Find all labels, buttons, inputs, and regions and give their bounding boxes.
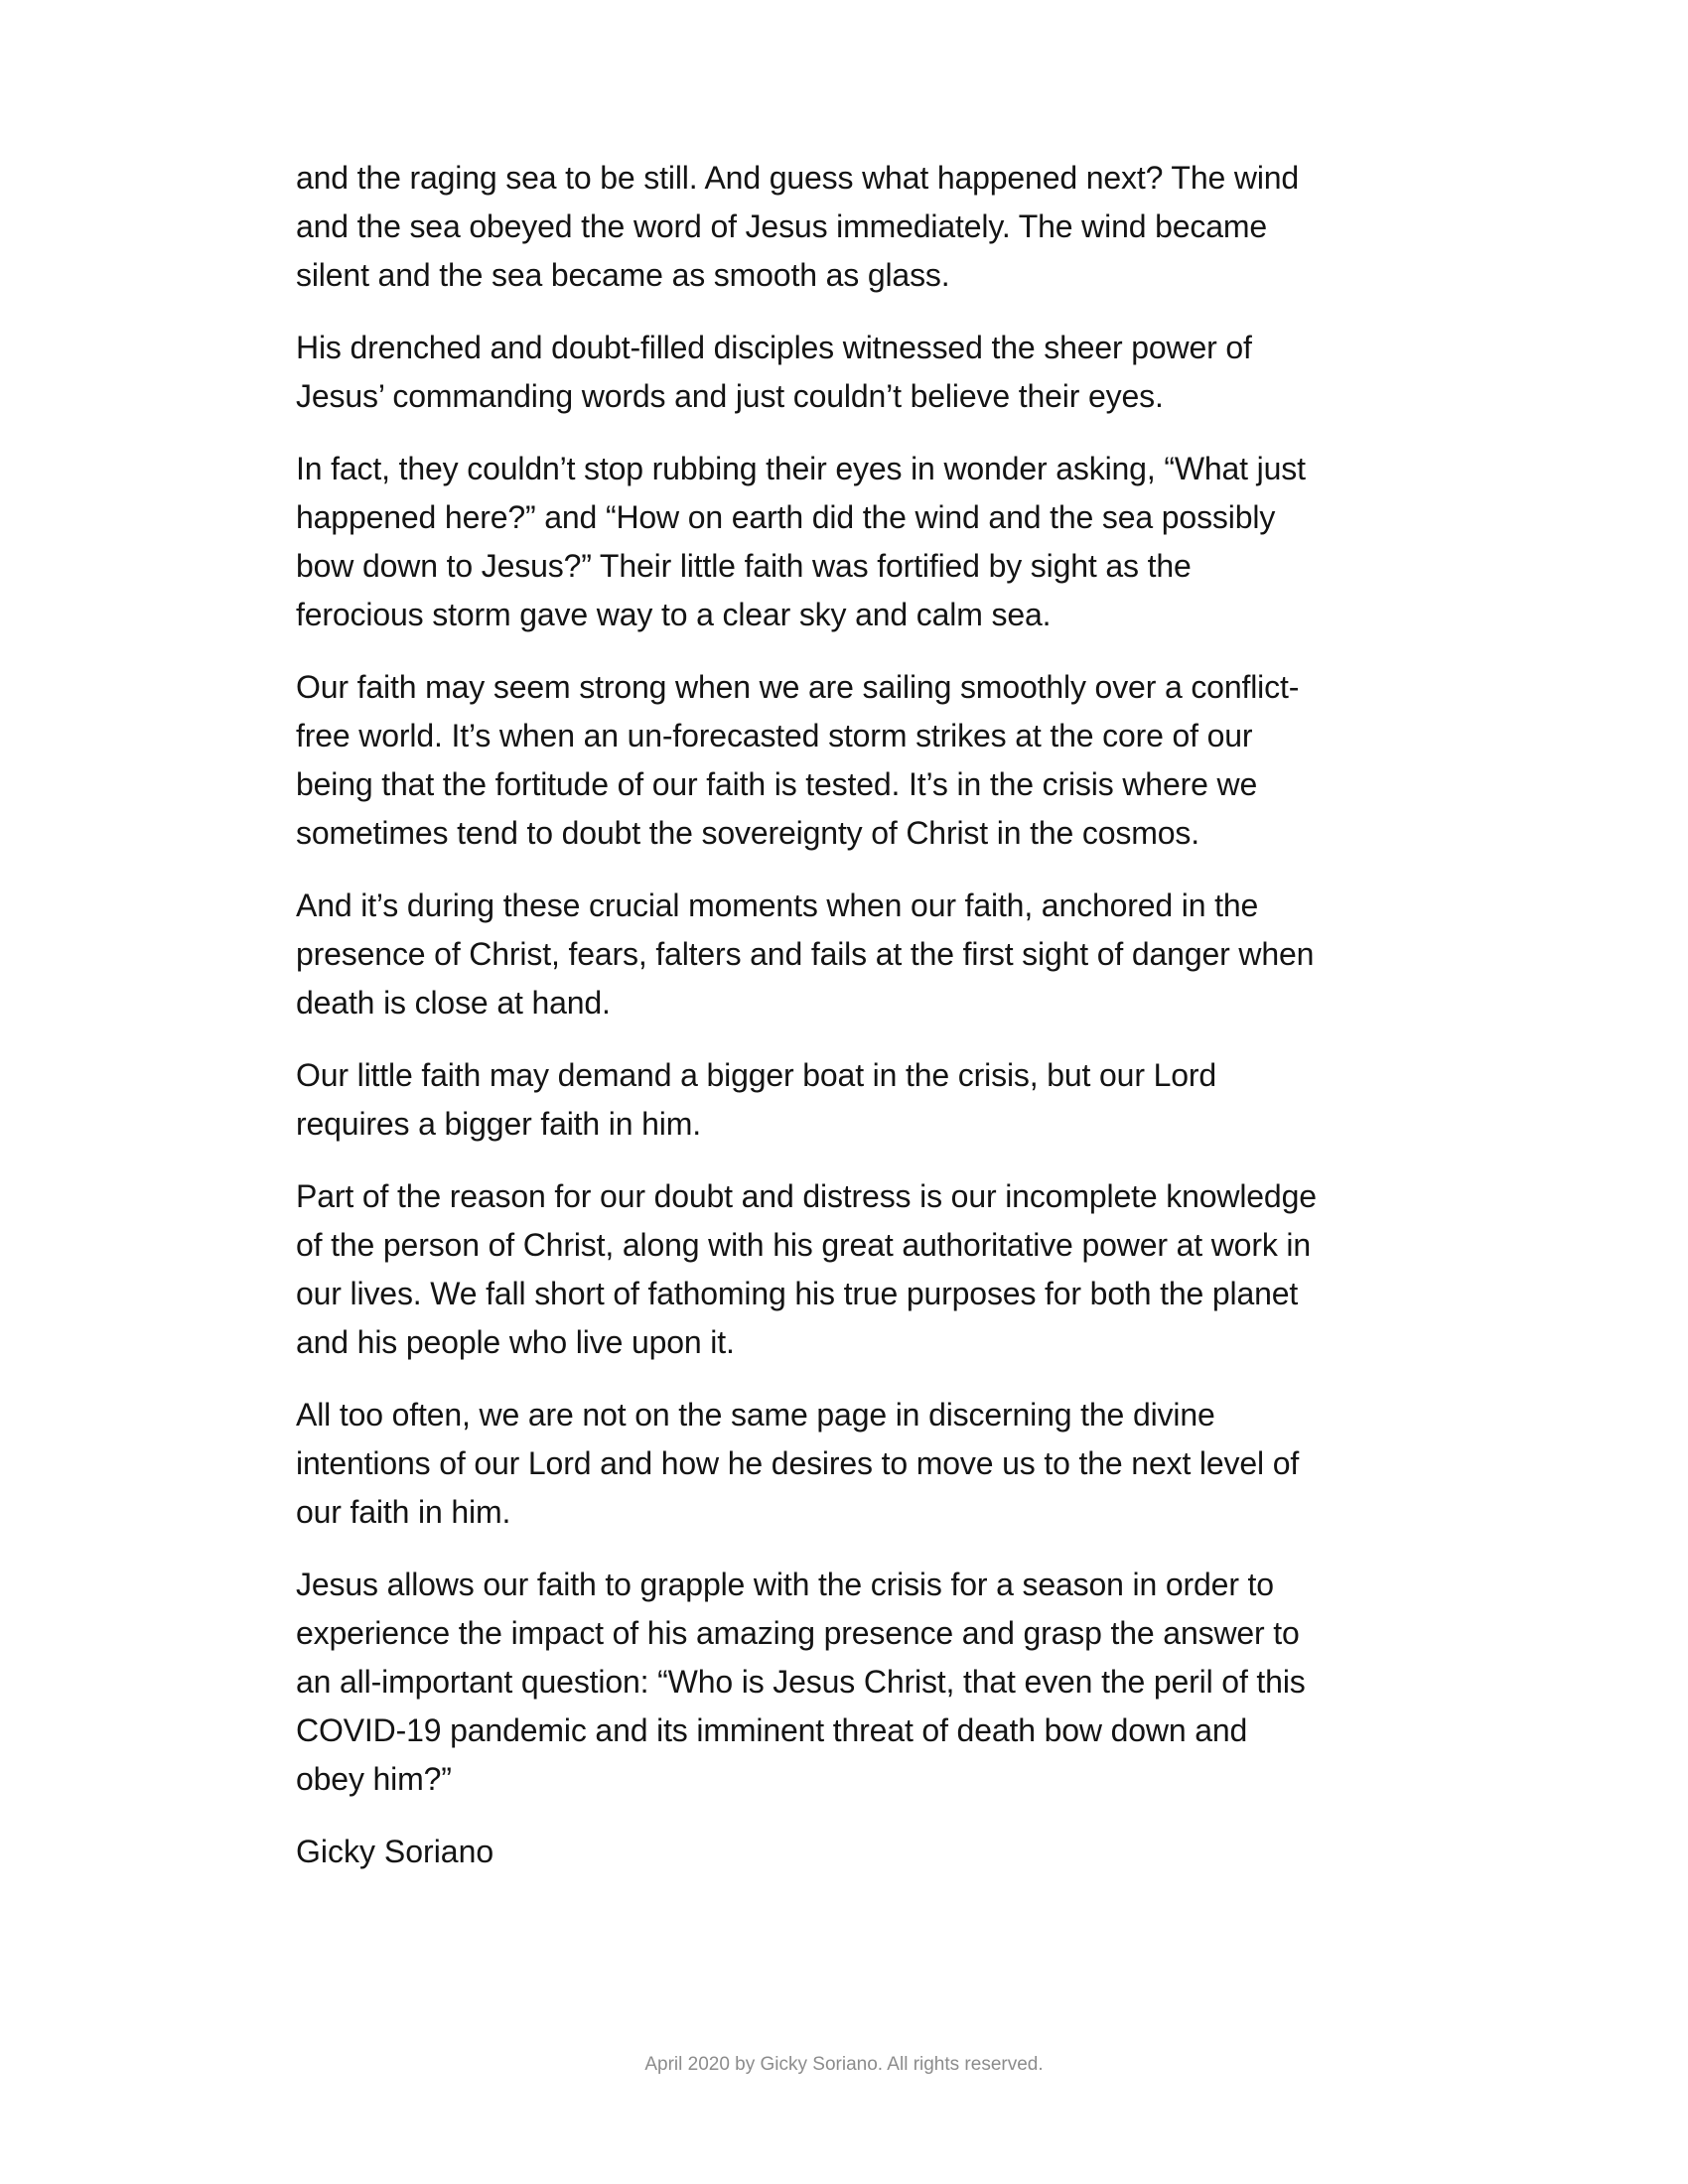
- text-line: His drenched and doubt-filled disciples witnessed the sheer power of: [296, 330, 1252, 365]
- paragraph-2: [296, 324, 1400, 421]
- text-line: Our faith may seem strong when we are sailing smoothly over a conflict-: [296, 669, 1300, 705]
- text-line: And it’s during these crucial moments when our faith, anchored in the: [296, 887, 1259, 923]
- text-line: being that the fortitude of our faith is tested. It’s in the crisis where we: [296, 766, 1258, 802]
- paragraph-4: [296, 663, 1400, 858]
- text-line: free world. It’s when an un-forecasted storm strikes at the core of our: [296, 718, 1253, 753]
- text-line: and the raging sea to be still. And guess what happened next? The wind: [296, 160, 1300, 196]
- text-line: Jesus allows our faith to grapple with the crisis for a season in order to: [296, 1567, 1274, 1602]
- text-line: experience the impact of his amazing presence and grasp the answer to: [296, 1615, 1300, 1651]
- text-line: intentions of our Lord and how he desires to move us to the next level of: [296, 1445, 1300, 1481]
- text-line: our lives. We fall short of fathoming his true purposes for both the planet: [296, 1276, 1299, 1311]
- paragraph-9: [296, 1561, 1400, 1804]
- text-line: our faith in him.: [296, 1494, 511, 1530]
- text-line: COVID-19 pandemic and its imminent threat of death bow down and: [296, 1712, 1248, 1748]
- paragraph-5: [296, 882, 1400, 1027]
- text-line: of the person of Christ, along with his great authoritative power at work in: [296, 1227, 1312, 1263]
- paragraph-1: [296, 154, 1400, 300]
- text-line: Part of the reason for our doubt and distress is our incomplete knowledge: [296, 1178, 1317, 1214]
- text-line: death is close at hand.: [296, 985, 611, 1021]
- paragraph-6: [296, 1051, 1400, 1149]
- text-line: an all-important question: “Who is Jesus Christ, that even the peril of this: [296, 1664, 1306, 1700]
- text-line: requires a bigger faith in him.: [296, 1106, 702, 1142]
- text-line: Our little faith may demand a bigger boat in the crisis, but our Lord: [296, 1057, 1217, 1093]
- paragraph-7: [296, 1172, 1400, 1367]
- text-line: Jesus’ commanding words and just couldn’t believe their eyes.: [296, 378, 1164, 414]
- text-line: happened here?” and “How on earth did the wind and the sea possibly: [296, 499, 1276, 535]
- text-line: ferocious storm gave way to a clear sky and calm sea.: [296, 597, 1052, 632]
- text-line: sometimes tend to doubt the sovereignty of Christ in the cosmos.: [296, 815, 1199, 851]
- text-line: In fact, they couldn’t stop rubbing their eyes in wonder asking, “What just: [296, 451, 1306, 486]
- paragraph-8: [296, 1391, 1400, 1537]
- text-line: and the sea obeyed the word of Jesus immediately. The wind became: [296, 208, 1268, 244]
- text-line: obey him?”: [296, 1761, 452, 1797]
- paragraph-3: [296, 445, 1400, 639]
- text-line: silent and the sea became as smooth as glass.: [296, 257, 950, 293]
- text-line: presence of Christ, fears, falters and fails at the first sight of danger when: [296, 936, 1315, 972]
- text-line: bow down to Jesus?” Their little faith was fortified by sight as the: [296, 548, 1192, 584]
- text-line: and his people who live upon it.: [296, 1324, 735, 1360]
- document-body: [296, 154, 1400, 1876]
- copyright-footer: April 2020 by Gicky Soriano. All rights reserved.: [644, 2054, 1044, 2075]
- text-line: All too often, we are not on the same page in discerning the divine: [296, 1397, 1215, 1433]
- author-signature: Gicky Soriano: [296, 1834, 494, 1869]
